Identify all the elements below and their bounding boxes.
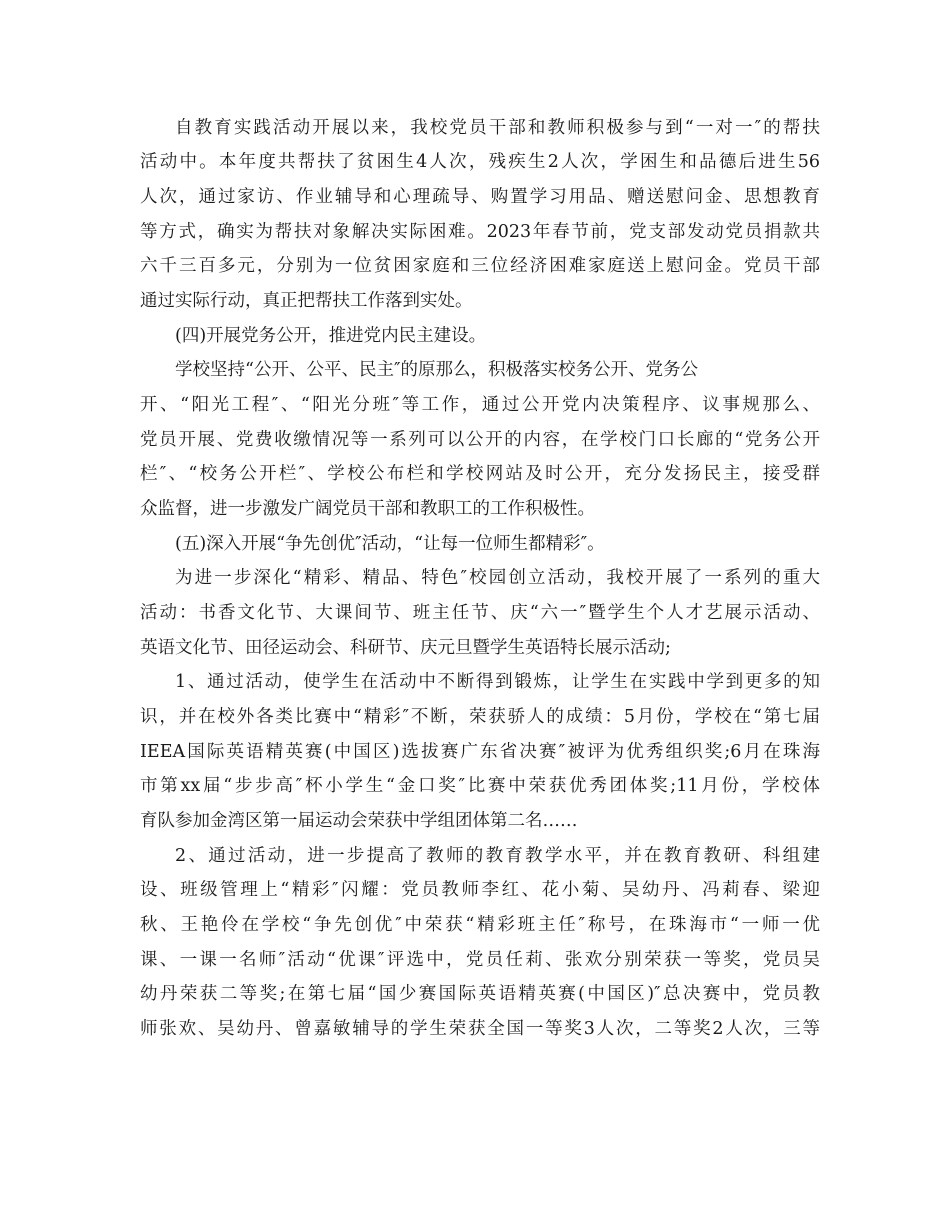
paragraph-line: 学校坚持“公开、公平、民主″的原那么，积极落实校务公开、党务公 <box>175 360 698 380</box>
paragraph-line: 通过实际行动，真正把帮扶工作落到实处。 <box>140 291 473 311</box>
paragraph-line: 活动：书香文化节、大课间节、班主任节、庆“六一″暨学生个人才艺展示活动、 <box>140 603 820 623</box>
paragraph-line: 活动中。本年度共帮扶了贫困生4人次，残疾生2人次，学困生和品德后进生56 <box>140 152 820 172</box>
paragraph-line: 党员开展、党费收缴情况等一系列可以公开的内容，在学校门口长廊的“党务公开 <box>140 430 820 450</box>
paragraph-line: 众监督，进一步激发广阔党员干部和教职工的工作积极性。 <box>140 499 595 519</box>
paragraph-line: 英语文化节、田径运动会、科研节、庆元旦暨学生英语特长展示活动; <box>140 638 671 658</box>
paragraph-line: 2、通过活动，进一步提高了教师的教育教学水平，并在教育教研、科组建 <box>175 846 820 866</box>
paragraph-line: 师张欢、吴幼丹、曾嘉敏辅导的学生荣获全国一等奖3人次，二等奖2人次，三等 <box>140 1019 820 1039</box>
paragraph-line: 识，并在校外各类比赛中“精彩″不断，荣获骄人的成绩：5月份，学校在“第七届 <box>140 707 820 727</box>
paragraph-line: 自教育实践活动开展以来，我校党员干部和教师积极参与到“一对一″的帮扶 <box>175 118 820 138</box>
paragraph-line: 秋、王艳伶在学校“争先创优″中荣获“精彩班主任″称号，在珠海市“一师一优 <box>140 915 820 935</box>
section-heading: (五)深入开展“争先创优″活动，“让每一位师生都精彩″。 <box>175 534 605 554</box>
paragraph-line: 六千三百多元，分别为一位贫困家庭和三位经济困难家庭送上慰问金。党员干部 <box>140 256 820 276</box>
paragraph-line: 人次，通过家访、作业辅导和心理疏导、购置学习用品、赠送慰问金、思想教育 <box>140 187 820 207</box>
section-heading: (四)开展党务公开，推进党内民主建设。 <box>175 326 487 346</box>
paragraph-line: 幼丹荣获二等奖;在第七届“国少赛国际英语精英赛(中国区)″总决赛中，党员教 <box>140 984 820 1004</box>
paragraph-line: 等方式，确实为帮扶对象解决实际困难。2023年春节前，党支部发动党员捐款共 <box>140 222 820 242</box>
paragraph-line: 1、通过活动，使学生在活动中不断得到锻炼，让学生在实践中学到更多的知 <box>175 672 820 692</box>
paragraph-line: 开、“阳光工程″、“阳光分班″等工作，通过公开党内决策程序、议事规那么、 <box>140 395 820 415</box>
paragraph-line: 课、一课一名师″活动“优课″评选中，党员任莉、张欢分别荣获一等奖，党员吴 <box>140 950 820 970</box>
paragraph-line: 市第xx届“步步高″杯小学生“金口奖″比赛中荣获优秀团体奖;11月份，学校体 <box>140 776 820 796</box>
paragraph-line: 设、班级管理上“精彩″闪耀：党员教师李红、花小菊、吴幼丹、冯莉春、梁迎 <box>140 880 820 900</box>
paragraph-line: 育队参加金湾区第一届运动会荣获中学组团体第二名…… <box>140 811 578 831</box>
paragraph-line: 栏″、“校务公开栏″、学校公布栏和学校网站及时公开，充分发扬民主，接受群 <box>140 464 820 484</box>
paragraph-line: 为进一步深化“精彩、精品、特色″校园创立活动，我校开展了一系列的重大 <box>175 568 820 588</box>
paragraph-line: IEEA国际英语精英赛(中国区)选拔赛广东省决赛″被评为优秀组织奖;6月在珠海 <box>140 742 820 762</box>
